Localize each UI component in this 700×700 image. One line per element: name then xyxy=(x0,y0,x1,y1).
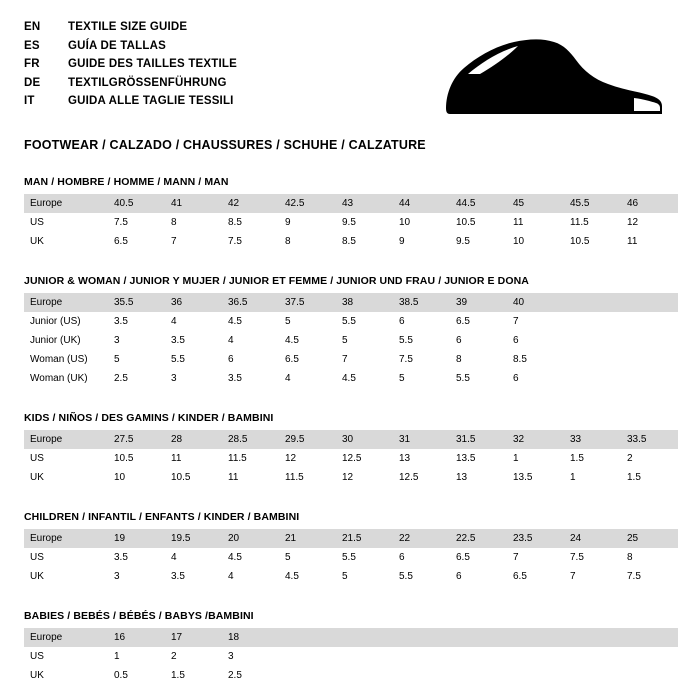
language-title: GUIDE DES TAILLES TEXTILE xyxy=(68,58,237,70)
size-cell: 13.5 xyxy=(513,472,533,483)
table-row xyxy=(24,468,678,487)
size-cell: 4.5 xyxy=(342,373,356,384)
row-label: US xyxy=(30,217,44,228)
size-cell: 11.5 xyxy=(228,453,247,464)
size-cell: 21 xyxy=(279,529,336,548)
size-cell: 6.5 xyxy=(513,571,527,582)
size-cell xyxy=(450,628,507,647)
language-row xyxy=(24,59,237,71)
size-cell: 11.5 xyxy=(285,472,304,483)
size-cell xyxy=(279,647,336,666)
size-section xyxy=(24,610,676,685)
size-cell xyxy=(564,369,621,388)
size-cell: 4 xyxy=(228,335,234,346)
size-cell: 6 xyxy=(399,316,405,327)
size-cell: 10.5 xyxy=(171,472,191,483)
size-cell: 12.5 xyxy=(342,453,362,464)
size-table xyxy=(24,293,678,388)
size-cell: 20 xyxy=(222,529,279,548)
size-table xyxy=(24,529,678,586)
size-cell: 7.5 xyxy=(399,354,413,365)
section-title: MAN / HOMBRE / HOMME / MANN / MAN xyxy=(24,176,229,188)
size-cell xyxy=(621,628,678,647)
size-cell: 44 xyxy=(393,194,450,213)
size-cell: 7.5 xyxy=(114,217,128,228)
size-cell: 7 xyxy=(513,552,519,563)
size-cell: 22.5 xyxy=(450,529,507,548)
size-cell xyxy=(564,350,621,369)
size-cell: 44.5 xyxy=(450,194,507,213)
dress-shoe-icon xyxy=(438,34,668,124)
size-cell: 8 xyxy=(456,354,462,365)
size-cell: 39 xyxy=(450,293,507,312)
language-title: TEXTILGRÖSSENFÜHRUNG xyxy=(68,76,227,89)
size-cell: 12 xyxy=(627,217,639,228)
size-cell: 23.5 xyxy=(507,529,564,548)
size-cell: 4.5 xyxy=(228,316,242,327)
language-code: DE xyxy=(24,76,41,89)
size-cell: 7 xyxy=(342,354,348,365)
row-label: Woman (UK) xyxy=(30,373,88,384)
size-cell: 3.5 xyxy=(228,373,242,384)
size-cell xyxy=(393,666,450,685)
size-cell: 11.5 xyxy=(570,217,589,228)
size-section xyxy=(24,511,676,586)
table-row xyxy=(24,312,678,331)
size-tables xyxy=(24,176,676,685)
table-row xyxy=(24,666,678,685)
size-cell: 10.5 xyxy=(456,217,476,228)
row-label: Junior (UK) xyxy=(30,335,81,346)
size-cell: 33.5 xyxy=(621,430,678,449)
size-cell: 6 xyxy=(513,373,519,384)
table-row xyxy=(24,529,678,548)
language-code: EN xyxy=(24,21,41,33)
size-cell: 6.5 xyxy=(456,316,470,327)
size-cell: 5 xyxy=(285,552,291,563)
size-cell xyxy=(279,628,336,647)
size-cell: 28.5 xyxy=(222,430,279,449)
size-cell: 8.5 xyxy=(228,217,242,228)
size-cell: 2 xyxy=(171,651,177,662)
size-cell: 7.5 xyxy=(570,552,584,563)
row-label: UK xyxy=(30,571,44,582)
size-cell: 16 xyxy=(108,628,165,647)
size-cell: 43 xyxy=(336,194,393,213)
language-title-list xyxy=(24,22,237,115)
size-cell: 3 xyxy=(114,335,120,346)
size-cell xyxy=(507,647,564,666)
language-row xyxy=(24,41,237,53)
language-code: FR xyxy=(24,58,40,70)
language-row xyxy=(24,96,237,108)
size-cell: 3.5 xyxy=(114,316,128,327)
size-cell xyxy=(564,293,621,312)
language-title: GUIDA ALLE TAGLIE TESSILI xyxy=(68,95,234,107)
size-cell: 9.5 xyxy=(342,217,356,228)
size-cell: 35.5 xyxy=(108,293,165,312)
table-row xyxy=(24,331,678,350)
size-cell: 10 xyxy=(513,236,525,247)
table-row xyxy=(24,369,678,388)
size-cell: 38 xyxy=(336,293,393,312)
size-cell: 41 xyxy=(165,194,222,213)
size-cell: 6 xyxy=(228,354,234,365)
size-cell: 5 xyxy=(399,373,405,384)
size-cell: 8 xyxy=(285,236,291,247)
row-label: UK xyxy=(30,670,44,681)
size-cell xyxy=(621,666,678,685)
size-cell: 3 xyxy=(114,571,120,582)
size-cell: 37.5 xyxy=(279,293,336,312)
size-cell: 42 xyxy=(222,194,279,213)
size-cell: 4.5 xyxy=(285,335,299,346)
table-row xyxy=(24,628,678,647)
size-cell xyxy=(564,628,621,647)
size-cell: 40 xyxy=(507,293,564,312)
size-cell: 22 xyxy=(393,529,450,548)
size-cell: 1 xyxy=(513,453,519,464)
row-label: Europe xyxy=(24,194,108,213)
table-row xyxy=(24,567,678,586)
size-cell: 33 xyxy=(564,430,621,449)
size-cell: 19 xyxy=(108,529,165,548)
size-cell: 5.5 xyxy=(342,552,356,563)
size-cell: 9 xyxy=(285,217,291,228)
size-cell: 10 xyxy=(114,472,126,483)
table-row xyxy=(24,647,678,666)
size-cell: 7 xyxy=(171,236,177,247)
row-label: Europe xyxy=(24,430,108,449)
size-cell: 6.5 xyxy=(456,552,470,563)
size-cell: 29.5 xyxy=(279,430,336,449)
size-cell: 32 xyxy=(507,430,564,449)
size-cell: 17 xyxy=(165,628,222,647)
size-cell: 4.5 xyxy=(228,552,242,563)
size-cell: 45.5 xyxy=(564,194,621,213)
size-cell: 31 xyxy=(393,430,450,449)
row-label: US xyxy=(30,453,44,464)
size-cell: 6.5 xyxy=(285,354,299,365)
size-cell: 3.5 xyxy=(114,552,128,563)
size-cell xyxy=(621,293,678,312)
size-cell xyxy=(393,647,450,666)
table-row xyxy=(24,213,678,232)
size-cell: 42.5 xyxy=(279,194,336,213)
size-cell: 5.5 xyxy=(171,354,185,365)
size-cell: 5 xyxy=(114,354,120,365)
size-cell: 3 xyxy=(171,373,177,384)
size-cell: 5.5 xyxy=(399,335,413,346)
size-cell: 46 xyxy=(621,194,678,213)
size-cell: 21.5 xyxy=(336,529,393,548)
size-cell: 5 xyxy=(342,335,348,346)
size-cell: 19.5 xyxy=(165,529,222,548)
size-cell: 6 xyxy=(399,552,405,563)
page-header xyxy=(24,22,676,124)
row-label: Europe xyxy=(24,529,108,548)
row-label: US xyxy=(30,651,44,662)
size-cell xyxy=(336,666,393,685)
size-cell: 4 xyxy=(171,552,177,563)
size-cell xyxy=(621,331,678,350)
size-cell: 8.5 xyxy=(513,354,527,365)
size-cell: 12 xyxy=(285,453,297,464)
size-cell xyxy=(393,628,450,647)
category-line: FOOTWEAR / CALZADO / CHAUSSURES / SCHUHE / CALZATURE xyxy=(24,138,426,152)
size-cell: 12 xyxy=(342,472,354,483)
table-row xyxy=(24,430,678,449)
size-cell: 5.5 xyxy=(456,373,470,384)
row-label: Europe xyxy=(24,293,108,312)
size-cell xyxy=(621,369,678,388)
size-cell xyxy=(564,647,621,666)
size-cell: 8 xyxy=(171,217,177,228)
size-cell: 25 xyxy=(621,529,678,548)
size-cell xyxy=(450,666,507,685)
size-cell: 0.5 xyxy=(114,670,128,681)
size-cell: 5 xyxy=(342,571,348,582)
language-code: ES xyxy=(24,39,40,52)
size-cell xyxy=(336,647,393,666)
language-row xyxy=(24,78,237,90)
row-label: Europe xyxy=(24,628,108,647)
row-label: US xyxy=(30,552,44,563)
size-cell: 4 xyxy=(228,571,234,582)
size-cell: 31.5 xyxy=(450,430,507,449)
size-cell: 38.5 xyxy=(393,293,450,312)
size-cell: 13 xyxy=(456,472,468,483)
size-cell: 24 xyxy=(564,529,621,548)
size-cell xyxy=(336,628,393,647)
size-cell: 30 xyxy=(336,430,393,449)
row-label: UK xyxy=(30,472,44,483)
size-cell: 2 xyxy=(627,453,633,464)
size-cell: 5 xyxy=(285,316,291,327)
size-cell: 5.5 xyxy=(399,571,413,582)
size-cell: 18 xyxy=(222,628,279,647)
size-cell: 13 xyxy=(399,453,411,464)
size-cell: 8 xyxy=(627,552,633,563)
size-cell: 4.5 xyxy=(285,571,299,582)
size-cell: 1.5 xyxy=(570,453,584,464)
size-cell: 1.5 xyxy=(171,670,185,681)
size-section xyxy=(24,176,676,251)
size-cell: 27.5 xyxy=(108,430,165,449)
size-cell: 3 xyxy=(228,651,234,662)
size-cell: 36.5 xyxy=(222,293,279,312)
size-cell: 11 xyxy=(627,236,638,247)
size-cell: 3.5 xyxy=(171,571,185,582)
section-title: JUNIOR & WOMAN / JUNIOR Y MUJER / JUNIOR ET FEMME / JUNIOR UND FRAU / JUNIOR E DONA xyxy=(24,275,529,287)
size-cell xyxy=(564,312,621,331)
size-cell: 6 xyxy=(513,335,519,346)
size-cell: 6 xyxy=(456,571,462,582)
size-cell xyxy=(450,647,507,666)
size-cell: 11 xyxy=(228,472,239,483)
size-cell: 9.5 xyxy=(456,236,470,247)
size-cell: 28 xyxy=(165,430,222,449)
table-row xyxy=(24,293,678,312)
size-cell: 10 xyxy=(399,217,411,228)
table-row xyxy=(24,350,678,369)
section-title: CHILDREN / INFANTIL / ENFANTS / KINDER / BAMBINI xyxy=(24,511,300,523)
size-cell: 40.5 xyxy=(108,194,165,213)
size-cell: 1.5 xyxy=(627,472,641,483)
size-section xyxy=(24,412,676,487)
size-cell xyxy=(507,666,564,685)
size-table xyxy=(24,430,678,487)
table-row xyxy=(24,194,678,213)
size-cell: 6 xyxy=(456,335,462,346)
language-code: IT xyxy=(24,95,35,107)
size-cell: 6.5 xyxy=(114,236,128,247)
size-cell xyxy=(507,628,564,647)
size-cell: 7 xyxy=(570,571,576,582)
size-cell: 11 xyxy=(513,217,524,228)
size-cell xyxy=(621,350,678,369)
size-cell xyxy=(621,312,678,331)
language-title: TEXTILE SIZE GUIDE xyxy=(68,21,188,33)
size-cell: 3.5 xyxy=(171,335,185,346)
size-cell: 9 xyxy=(399,236,405,247)
size-cell: 13.5 xyxy=(456,453,476,464)
table-row xyxy=(24,232,678,251)
table-row xyxy=(24,548,678,567)
size-cell: 7 xyxy=(513,316,519,327)
section-title: BABIES / BEBÉS / BÉBÉS / BABYS /BAMBINI xyxy=(24,610,254,622)
language-row xyxy=(24,22,237,34)
row-label: Junior (US) xyxy=(30,316,81,327)
size-cell: 4 xyxy=(171,316,177,327)
row-label: Woman (US) xyxy=(30,354,88,365)
size-cell: 11 xyxy=(171,453,182,464)
size-cell: 12.5 xyxy=(399,472,419,483)
size-table xyxy=(24,194,678,251)
size-table xyxy=(24,628,678,685)
size-cell: 2.5 xyxy=(228,670,242,681)
size-cell: 36 xyxy=(165,293,222,312)
size-section xyxy=(24,275,676,388)
section-title: KIDS / NIÑOS / DES GAMINS / KINDER / BAMBINI xyxy=(24,412,274,424)
size-cell: 7.5 xyxy=(228,236,242,247)
size-cell xyxy=(564,666,621,685)
size-cell: 1 xyxy=(114,651,120,662)
language-title: GUÍA DE TALLAS xyxy=(68,39,166,52)
size-cell xyxy=(564,331,621,350)
size-cell: 5.5 xyxy=(342,316,356,327)
size-cell: 8.5 xyxy=(342,236,356,247)
size-cell: 2.5 xyxy=(114,373,128,384)
size-cell: 10.5 xyxy=(570,236,590,247)
size-cell: 45 xyxy=(507,194,564,213)
size-cell: 4 xyxy=(285,373,291,384)
table-row xyxy=(24,449,678,468)
size-cell: 10.5 xyxy=(114,453,134,464)
size-cell xyxy=(279,666,336,685)
size-cell: 7.5 xyxy=(627,571,641,582)
size-cell: 1 xyxy=(570,472,576,483)
size-cell xyxy=(621,647,678,666)
row-label: UK xyxy=(30,236,44,247)
